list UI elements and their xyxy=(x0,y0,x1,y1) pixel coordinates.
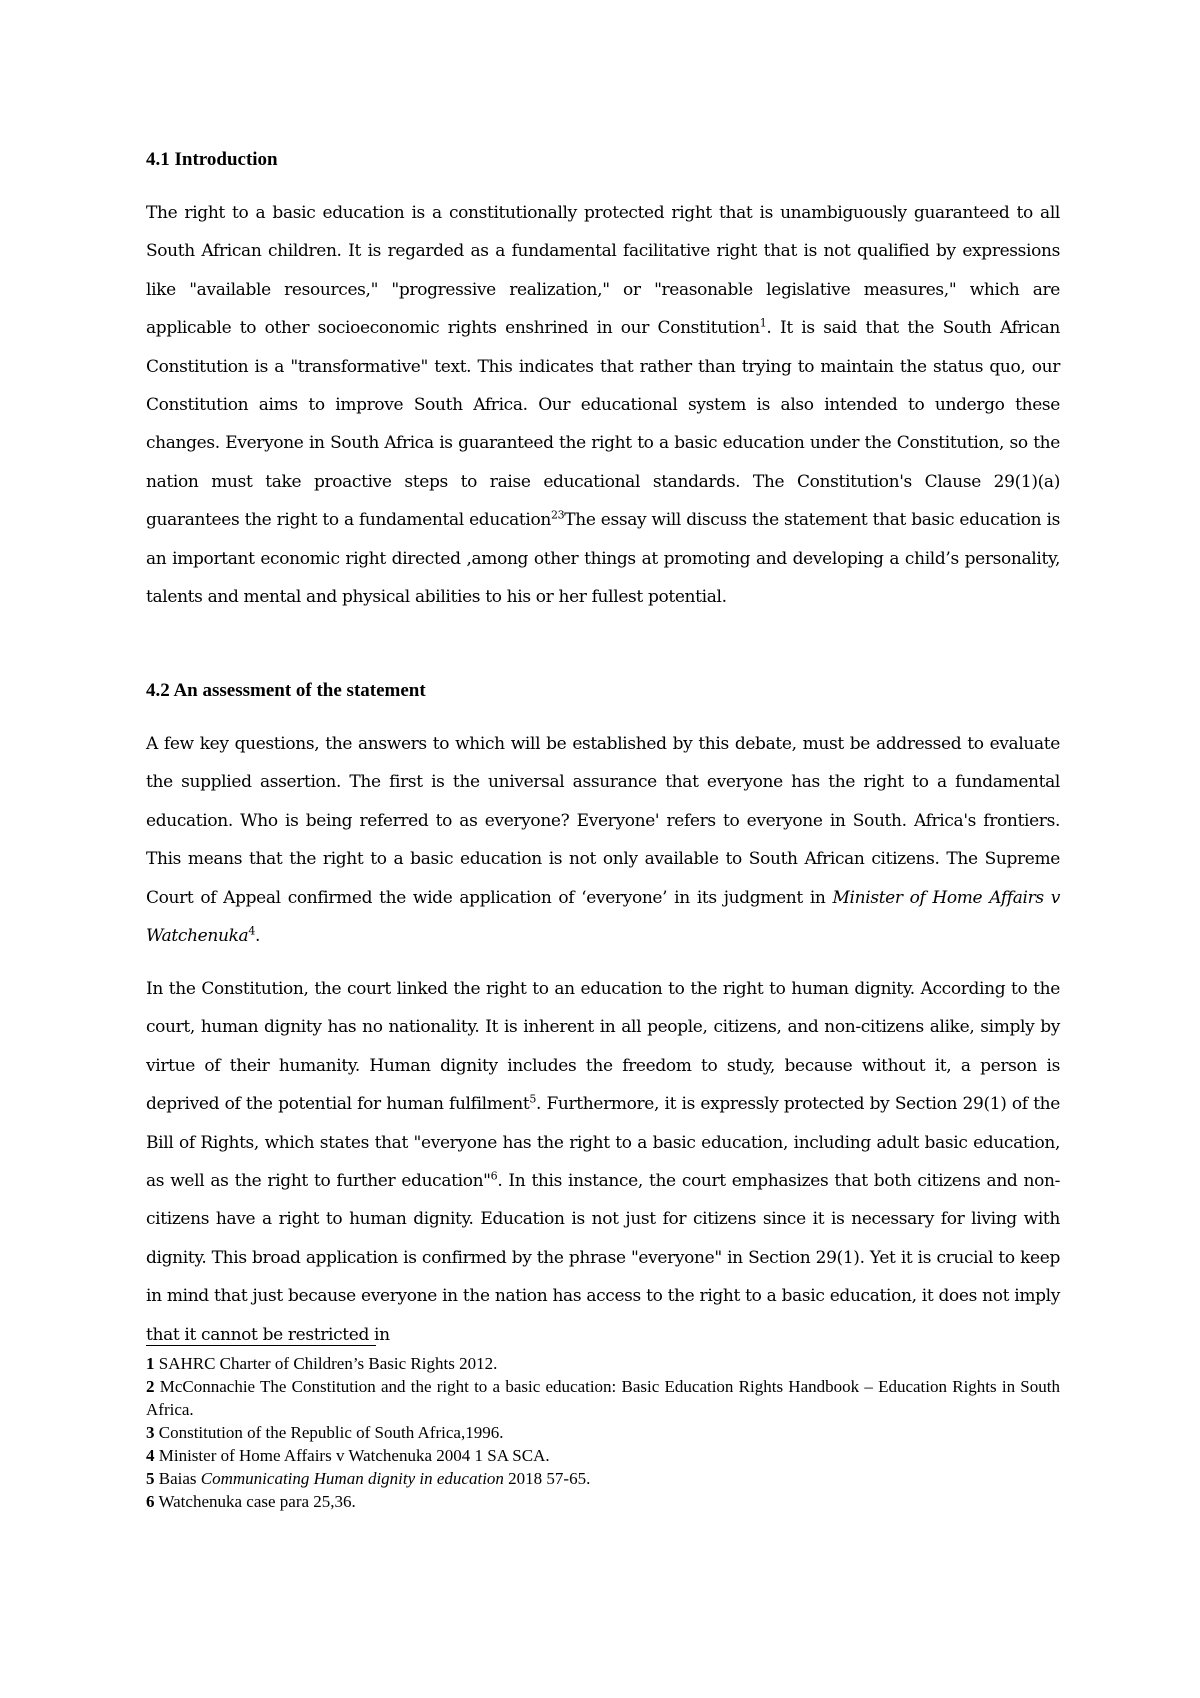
footnotes xyxy=(146,1352,1060,1513)
text-run: Baias xyxy=(154,1469,201,1488)
footnote xyxy=(146,1421,1060,1444)
footnote-reference: 23 xyxy=(550,508,565,522)
text-run: Minister of Home Affairs v Watchenuka 2004 1 SA SCA. xyxy=(154,1446,550,1465)
footnote-number: 2 xyxy=(146,1377,155,1396)
text-run: . Furthermore, it is expressly protected by Section 29(1) of the Bill of Rights, which states that "everyone has the right to a basic education, including adult basic education, as well as the right to further education" xyxy=(146,1094,1060,1192)
footnote-reference: 4 xyxy=(248,924,255,938)
footnote-number: 6 xyxy=(146,1492,155,1511)
text-run: 2018 57-65. xyxy=(503,1469,591,1488)
italic-text: Communicating Human dignity in education xyxy=(200,1469,504,1488)
text-run: Watchenuka case para 25,36. xyxy=(154,1492,356,1511)
footnote-number: 5 xyxy=(146,1469,155,1488)
text-run: The essay will discuss the statement that basic education is an important economic right directed ,among other things at promoting and developing a child’s personality, talents and mental and physical abilities to his or her fullest potential. xyxy=(146,510,1060,608)
italic-text: Minister of Home Affairs v Watchenuka xyxy=(146,887,1060,947)
text-run: A few key questions, the answers to which will be established by this debate, must be addressed to evaluate the supplied assertion. The first is the universal assurance that everyone has the right to a fundamental education. Who is being referred to as everyone? Everyone' refers to everyone in South. Africa's frontiers. This means that the right to a basic education is not only available to South African citizens. The Supreme Court of Appeal confirmed the wide application of ‘everyone’ in its judgment in xyxy=(146,734,1060,908)
footnote-number: 3 xyxy=(146,1423,155,1442)
footnote xyxy=(146,1490,1060,1513)
footnote xyxy=(146,1352,1060,1375)
footnote-number: 4 xyxy=(146,1446,155,1465)
footnote xyxy=(146,1375,1060,1421)
section-heading-assessment: 4.2 An assessment of the statement xyxy=(146,680,426,701)
text-run: Constitution of the Republic of South Africa,1996. xyxy=(154,1423,504,1442)
footnote-reference: 6 xyxy=(490,1169,498,1183)
paragraph xyxy=(146,970,1060,1354)
text-run: . It is said that the South African Constitution is a "transformative" text. This indicates that rather than trying to maintain the status quo, our Constitution aims to improve South Africa. Our educational system is also intended to undergo these changes. Everyone in South Africa is guaranteed the right to a basic education under the Constitution, so the nation must take proactive steps to raise educational standards. The Constitution's Clause 29(1)(a) guarantees the right to a fundamental education xyxy=(146,318,1060,531)
text-run: . In this instance, the court emphasizes that both citizens and non-citizens have a right to human dignity. Education is not just for citizens since it is necessary for living with dignity. This broad application is confirmed by the phrase "everyone" in Section 29(1). Yet it is crucial to keep in mind that just because everyone in the nation has access to the right to a basic education, it does not imply that it cannot be restricted in xyxy=(146,1171,1060,1345)
footnote-reference: 1 xyxy=(759,316,767,330)
text-run: . xyxy=(254,926,261,947)
paragraph xyxy=(146,725,1060,955)
section-heading-introduction: 4.1 Introduction xyxy=(146,149,278,170)
footnote xyxy=(146,1444,1060,1467)
footnote-separator xyxy=(146,1345,376,1346)
text-run: McConnachie The Constitution and the right to a basic education: Basic Education Rights Handbook – Education Rights in South Africa. xyxy=(146,1377,1060,1419)
text-run: The right to a basic education is a constitutionally protected right that is unambiguously guaranteed to all South African children. It is regarded as a fundamental facilitative right that is not qualified by expressions like "available resources," "progressive realization," or "reasonable legislative measures," which are applicable to other socioeconomic rights enshrined in our Constitution xyxy=(146,203,1060,339)
text-run: In the Constitution, the court linked the right to an education to the right to human dignity. According to the court, human dignity has no nationality. It is inherent in all people, citizens, and non-citizens alike, simply by virtue of their humanity. Human dignity includes the freedom to study, because without it, a person is deprived of the potential for human fulfilment xyxy=(146,979,1060,1115)
footnote xyxy=(146,1467,1060,1490)
text-run: SAHRC Charter of Children’s Basic Rights 2012. xyxy=(154,1354,498,1373)
footnote-reference: 5 xyxy=(529,1092,536,1106)
paragraph xyxy=(146,194,1060,616)
footnote-number: 1 xyxy=(146,1354,155,1373)
